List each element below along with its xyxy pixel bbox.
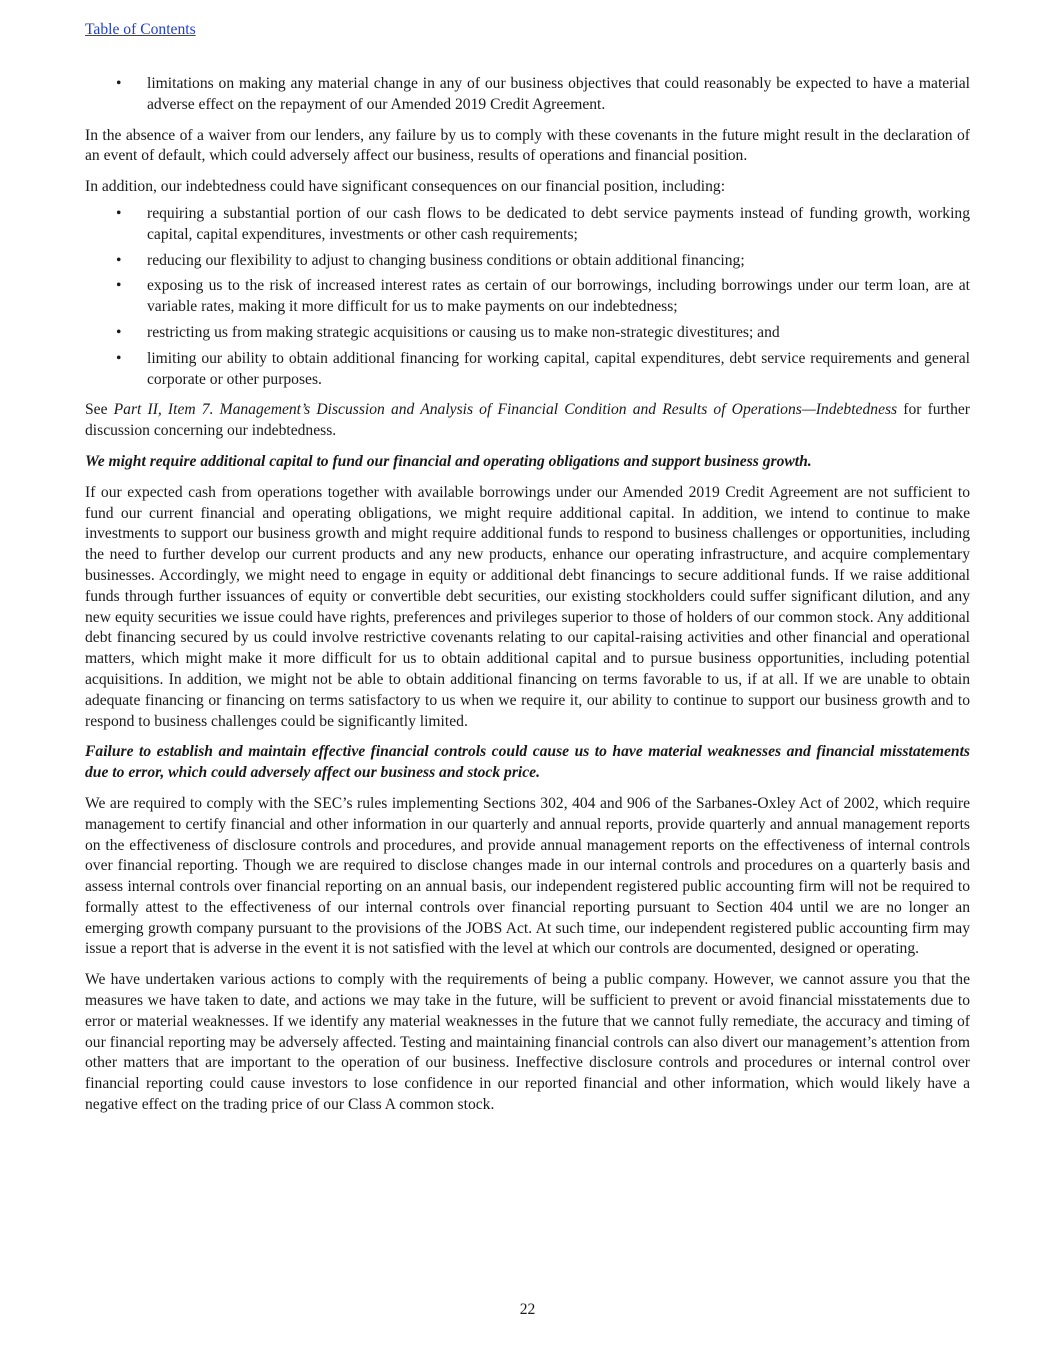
list-item-text: requiring a substantial portion of our cash flows to be dedicated to debt service payments instead of funding growth, working capital, capital expenditures, investments or other cash requirements; [147,204,970,243]
list-item-text: restricting us from making strategic acquisitions or causing us to make non-strategic divestitures; and [147,323,780,341]
list-item [85,349,970,391]
bullet-icon: • [116,277,122,295]
page-number: 22 [519,1301,536,1318]
paragraph-public-company-actions: We have undertaken various actions to comply with the requirements of being a public company. However, we cannot assure you that the measures we have taken to date, and actions we may take in the future, will be sufficient to prevent or avoid financial misstatements due to error or material weaknesses. If we identify any material weaknesses in the future that we cannot fully remediate, the accuracy and timing of our financial reporting may be adversely affected. Testing and maintaining financial controls can also divert our management’s attention from other matters that are important to the operation of our business. Ineffective disclosure controls and procedures or internal control over financial reporting could cause investors to lose confidence in our reported financial and other information, which would likely have a negative effect on the trading price of our Class A common stock. [85,971,970,1114]
covenant-bullet-list [85,74,970,116]
list-item [85,276,970,318]
table-of-contents-link[interactable]: Table of Contents [85,21,196,38]
bullet-icon: • [116,75,122,92]
indebtedness-bullet-list [85,204,970,390]
list-item [85,323,970,344]
bullet-icon: • [116,204,122,222]
list-item [85,74,970,116]
risk-heading-capital: We might require additional capital to fund our financial and operating obligations and support business growth. [85,452,812,470]
list-item [85,251,970,272]
see-suffix: for further discussion concerning our indebtedness. [85,401,970,440]
risk-heading-controls: Failure to establish and maintain effective financial controls could cause us to have material weaknesses and financial misstatements due to error, which could adversely affect our business and stock price. [85,743,970,782]
bullet-icon: • [116,251,122,269]
paragraph-sec-compliance: We are required to comply with the SEC’s rules implementing Sections 302, 404 and 906 of the Sarbanes-Oxley Act of 2002, which require management to certify financial and other information in our quarterly and annual reports, provide quarterly and annual management reports on the effectiveness of disclosure controls and procedures, and provide annual management reports on the effectiveness of internal controls over financial reporting. Though we are required to disclose changes made in our internal controls and procedures on a quarterly basis and assess internal controls over financial reporting on an annual basis, our independent registered public accounting firm will not be required to formally attest to the effectiveness of our internal controls over financial reporting pursuant to Section 404 until we are no longer an emerging growth company pursuant to the provisions of the JOBS Act. At such time, our independent registered public accounting firm may issue a report that is adverse in the event it is not satisfied with the level at which our controls are documented, designed or operating. [85,794,970,958]
paragraph-capital: If our expected cash from operations together with available borrowings under our Amended 2019 Credit Agreement are not sufficient to fund our current financial and operating obligations, we might require additional capital. In addition, we intend to continue to make investments to support our business growth and might require additional funds to respond to business challenges or opportunities, including the need to further develop our current products and any new products, enhance our operating infrastructure, and acquire complementary businesses. Accordingly, we might need to engage in equity or additional debt financings to secure additional funds. If we raise additional funds through further issuances of equity or convertible debt securities, our existing stockholders could suffer significant dilution, and any new equity securities we issue could have rights, preferences and privileges superior to those of holders of our common stock. Any additional debt financing secured by us could involve restrictive covenants relating to our capital-raising activities and other financial and operational matters, which might make it more difficult for us to obtain additional capital and to pursue business opportunities, including potential acquisitions. In addition, we might not be able to obtain additional financing on terms favorable to us, if at all. If we are unable to obtain adequate financing or financing on terms satisfactory to us when we require it, our ability to continue to support our business growth and to respond to business challenges could be significantly limited. [85,483,970,730]
paragraph-waiver: In the absence of a waiver from our lenders, any failure by us to comply with these covenants in the future might result in the declaration of an event of default, which could adversely affect our business, results of operations and financial position. [85,126,970,165]
see-prefix: See [85,401,114,419]
bullet-icon: • [116,349,122,367]
list-item-text: reducing our flexibility to adjust to changing business conditions or obtain additional financing; [147,251,745,269]
list-item [85,204,970,246]
paragraph-see-reference [85,400,970,442]
list-item-text: limitations on making any material change in any of our business objectives that could reasonably be expected to have a material adverse effect on the repayment of our Amended 2019 Credit Agreement. [147,75,970,113]
list-item-text: limiting our ability to obtain additional financing for working capital, capital expenditures, debt service requirements and general corporate or other purposes. [147,349,970,388]
list-item-text: exposing us to the risk of increased interest rates as certain of our borrowings, including borrowings under our term loan, are at variable rates, making it more difficult for us to make payments on our indebtedness; [147,277,970,316]
paragraph-indebtedness-intro: In addition, our indebtedness could have significant consequences on our financial position, including: [85,178,726,196]
see-reference-title: Part II, Item 7. Management’s Discussion and Analysis of Financial Condition and Results of Operations—Indebtedness [113,401,898,419]
document-body [85,74,970,1126]
bullet-icon: • [116,323,122,341]
